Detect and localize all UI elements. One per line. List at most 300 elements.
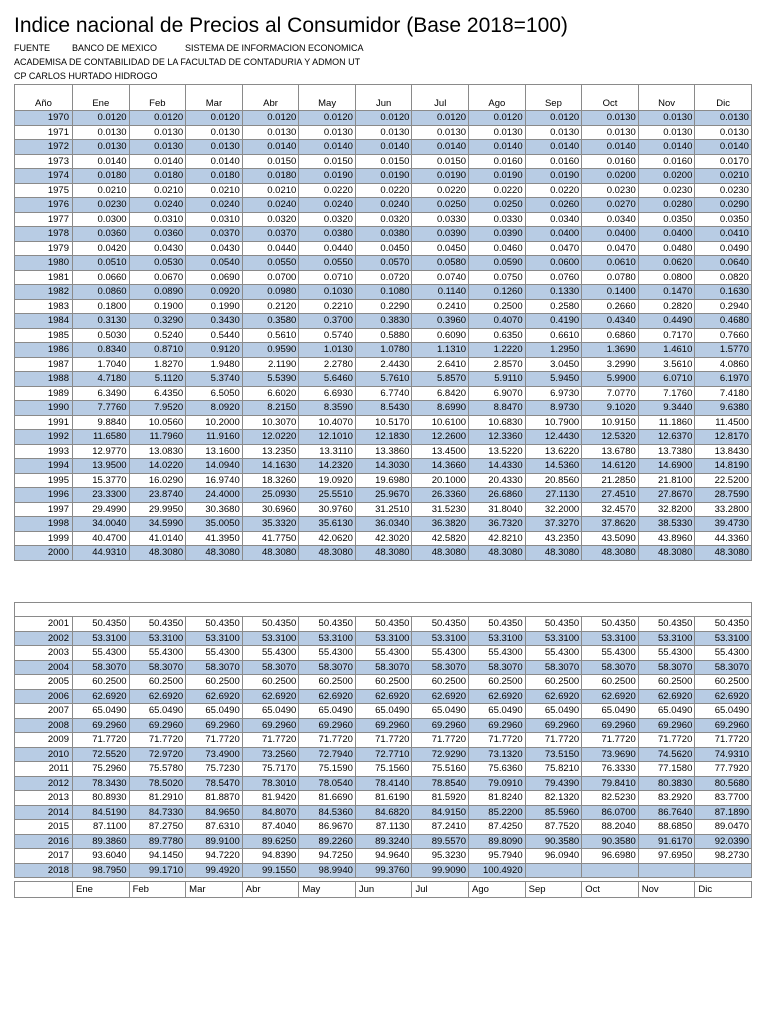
index-value-cell: 94.7220: [186, 849, 243, 864]
index-value-cell: 48.3080: [242, 546, 299, 561]
index-value-cell: 48.3080: [355, 546, 412, 561]
index-value-cell: 0.9590: [242, 343, 299, 358]
index-value-cell: 35.0050: [186, 517, 243, 532]
index-value-cell: 88.6850: [638, 820, 695, 835]
index-value-cell: 13.9500: [73, 459, 130, 474]
index-value-cell: 13.8430: [695, 444, 752, 459]
footer-blank-cell: [15, 882, 73, 898]
index-value-cell: 7.1760: [638, 386, 695, 401]
table-row: [15, 531, 752, 546]
year-cell: 1980: [15, 256, 73, 271]
index-value-cell: 99.3760: [355, 863, 412, 878]
index-value-cell: 73.9690: [582, 747, 639, 762]
year-cell: 2011: [15, 762, 73, 777]
index-value-cell: 2.8570: [469, 357, 526, 372]
index-value-cell: 0.0130: [412, 125, 469, 140]
index-value-cell: 55.4300: [355, 646, 412, 661]
index-value-cell: 14.1630: [242, 459, 299, 474]
index-value-cell: 0.0250: [412, 198, 469, 213]
index-value-cell: 0.6090: [412, 328, 469, 343]
index-value-cell: 31.8040: [469, 502, 526, 517]
index-value-cell: 0.5610: [242, 328, 299, 343]
index-value-cell: 69.2960: [695, 718, 752, 733]
index-value-cell: 8.0920: [186, 401, 243, 416]
index-value-cell: 83.7700: [695, 791, 752, 806]
index-value-cell: 7.9520: [129, 401, 186, 416]
table-row: [15, 646, 752, 661]
index-value-cell: 0.0140: [638, 140, 695, 155]
index-value-cell: 0.0720: [355, 270, 412, 285]
index-value-cell: 53.3100: [638, 631, 695, 646]
index-value-cell: 0.0140: [73, 154, 130, 169]
index-value-cell: 0.0220: [299, 183, 356, 198]
index-value-cell: 0.0220: [412, 183, 469, 198]
index-value-cell: 58.3070: [525, 660, 582, 675]
index-value-cell: 12.6370: [638, 430, 695, 445]
index-value-cell: 0.0590: [469, 256, 526, 271]
index-value-cell: 0.8710: [129, 343, 186, 358]
index-value-cell: 0.1140: [412, 285, 469, 300]
index-value-cell: 0.0550: [299, 256, 356, 271]
index-value-cell: 0.4070: [469, 314, 526, 329]
footer-month-label: Ene: [73, 882, 130, 898]
index-value-cell: 0.0220: [355, 183, 412, 198]
footer-month-row: [14, 881, 752, 898]
index-value-cell: 95.7940: [469, 849, 526, 864]
index-value-cell: 0.5880: [355, 328, 412, 343]
index-value-cell: 19.6980: [355, 473, 412, 488]
index-value-cell: 62.6920: [299, 689, 356, 704]
index-value-cell: 0.7170: [638, 328, 695, 343]
index-value-cell: 74.9310: [695, 747, 752, 762]
footer-month-label: Ago: [469, 882, 526, 898]
month-column-header: Dic: [695, 85, 752, 111]
index-value-cell: 6.1970: [695, 372, 752, 387]
index-value-cell: 65.0490: [582, 704, 639, 719]
index-value-cell: 0.0540: [186, 256, 243, 271]
index-value-cell: [525, 863, 582, 878]
index-value-cell: 48.3080: [695, 546, 752, 561]
month-column-header: Abr: [242, 85, 299, 111]
index-value-cell: 60.2500: [412, 675, 469, 690]
year-cell: 2013: [15, 791, 73, 806]
index-value-cell: 0.1030: [299, 285, 356, 300]
year-cell: 2010: [15, 747, 73, 762]
index-value-cell: 0.0860: [73, 285, 130, 300]
index-value-cell: 0.2210: [299, 299, 356, 314]
index-value-cell: 13.7380: [638, 444, 695, 459]
index-value-cell: 95.3230: [412, 849, 469, 864]
index-value-cell: 98.9940: [299, 863, 356, 878]
index-value-cell: 82.5230: [582, 791, 639, 806]
index-value-cell: 0.0140: [355, 140, 412, 155]
index-value-cell: 14.6900: [638, 459, 695, 474]
year-cell: 2016: [15, 834, 73, 849]
index-value-cell: 50.4350: [695, 617, 752, 632]
index-value-cell: 37.3270: [525, 517, 582, 532]
index-value-cell: 69.2960: [186, 718, 243, 733]
index-value-cell: 80.3830: [638, 776, 695, 791]
year-cell: 2014: [15, 805, 73, 820]
index-value-cell: 0.0120: [242, 111, 299, 126]
index-value-cell: 78.0540: [299, 776, 356, 791]
index-value-cell: 0.0210: [186, 183, 243, 198]
year-cell: 1996: [15, 488, 73, 503]
table-row: [15, 747, 752, 762]
index-value-cell: 16.0290: [129, 473, 186, 488]
index-value-cell: 75.1590: [299, 762, 356, 777]
index-value-cell: 0.0130: [582, 111, 639, 126]
index-value-cell: 77.1580: [638, 762, 695, 777]
index-value-cell: 3.5610: [638, 357, 695, 372]
index-value-cell: 87.7520: [525, 820, 582, 835]
index-value-cell: 0.0120: [355, 111, 412, 126]
index-value-cell: 94.9640: [355, 849, 412, 864]
index-value-cell: 0.3700: [299, 314, 356, 329]
index-value-cell: 0.0120: [525, 111, 582, 126]
index-value-cell: 71.7720: [186, 733, 243, 748]
index-value-cell: 12.1830: [355, 430, 412, 445]
year-cell: 2008: [15, 718, 73, 733]
index-value-cell: 69.2960: [242, 718, 299, 733]
index-value-cell: 0.0120: [186, 111, 243, 126]
index-value-cell: 34.0040: [73, 517, 130, 532]
index-value-cell: 60.2500: [582, 675, 639, 690]
index-value-cell: 78.5020: [129, 776, 186, 791]
year-cell: 2012: [15, 776, 73, 791]
index-value-cell: 94.7250: [299, 849, 356, 864]
index-value-cell: 0.0410: [695, 227, 752, 242]
index-value-cell: 0.0140: [525, 140, 582, 155]
index-value-cell: 69.2960: [638, 718, 695, 733]
index-value-cell: 31.5230: [412, 502, 469, 517]
index-value-cell: 60.2500: [355, 675, 412, 690]
index-value-cell: 30.9760: [299, 502, 356, 517]
index-value-cell: 53.3100: [355, 631, 412, 646]
table-row: [15, 401, 752, 416]
index-value-cell: 69.2960: [129, 718, 186, 733]
index-value-cell: 41.0140: [129, 531, 186, 546]
index-value-cell: 0.0340: [582, 212, 639, 227]
index-value-cell: 0.5240: [129, 328, 186, 343]
index-value-cell: 84.9650: [186, 805, 243, 820]
index-value-cell: 32.8200: [638, 502, 695, 517]
index-value-cell: 0.0190: [355, 169, 412, 184]
index-value-cell: 58.3070: [355, 660, 412, 675]
index-value-cell: 99.1550: [242, 863, 299, 878]
index-value-cell: 43.2350: [525, 531, 582, 546]
index-value-cell: 55.4300: [299, 646, 356, 661]
year-cell: 1977: [15, 212, 73, 227]
index-value-cell: 0.0130: [186, 125, 243, 140]
index-value-cell: 60.2500: [469, 675, 526, 690]
index-value-cell: 27.8670: [638, 488, 695, 503]
index-value-cell: 58.3070: [582, 660, 639, 675]
index-value-cell: 53.3100: [525, 631, 582, 646]
index-value-cell: 0.5740: [299, 328, 356, 343]
index-value-cell: 11.9160: [186, 430, 243, 445]
index-value-cell: 62.6920: [186, 689, 243, 704]
index-value-cell: 55.4300: [525, 646, 582, 661]
index-value-cell: 0.0140: [242, 140, 299, 155]
year-cell: 1991: [15, 415, 73, 430]
table-row: [15, 459, 752, 474]
table-row: [15, 762, 752, 777]
index-value-cell: 0.3580: [242, 314, 299, 329]
index-value-cell: 6.9730: [525, 386, 582, 401]
index-value-cell: 1.0780: [355, 343, 412, 358]
index-value-cell: 99.1710: [129, 863, 186, 878]
index-value-cell: 22.5200: [695, 473, 752, 488]
index-value-cell: 48.3080: [638, 546, 695, 561]
index-value-cell: 5.3740: [186, 372, 243, 387]
table-row: [15, 791, 752, 806]
index-value-cell: 42.5820: [412, 531, 469, 546]
index-value-cell: 53.3100: [242, 631, 299, 646]
table-row: [15, 675, 752, 690]
table-row: [15, 169, 752, 184]
table-row: [15, 631, 752, 646]
index-value-cell: 1.2950: [525, 343, 582, 358]
index-value-cell: 89.6250: [242, 834, 299, 849]
page-title: Indice nacional de Precios al Consumidor (Base 2018=100): [14, 14, 568, 37]
index-value-cell: 0.0240: [129, 198, 186, 213]
index-value-cell: 0.0310: [129, 212, 186, 227]
index-value-cell: 71.7720: [355, 733, 412, 748]
index-value-cell: 0.0140: [129, 154, 186, 169]
index-value-cell: 6.8420: [412, 386, 469, 401]
index-value-cell: 0.0150: [412, 154, 469, 169]
index-value-cell: 14.6120: [582, 459, 639, 474]
index-value-cell: 10.6830: [469, 415, 526, 430]
index-value-cell: 87.4040: [242, 820, 299, 835]
index-value-cell: 8.9730: [525, 401, 582, 416]
index-value-cell: 0.0160: [525, 154, 582, 169]
index-value-cell: 94.8390: [242, 849, 299, 864]
index-value-cell: 87.1130: [355, 820, 412, 835]
year-cell: 1985: [15, 328, 73, 343]
index-value-cell: 0.6860: [582, 328, 639, 343]
index-value-cell: 0.0320: [299, 212, 356, 227]
table-row: [15, 660, 752, 675]
index-value-cell: 12.8170: [695, 430, 752, 445]
year-cell: 1971: [15, 125, 73, 140]
index-value-cell: 0.0170: [695, 154, 752, 169]
index-value-cell: 71.7720: [129, 733, 186, 748]
index-value-cell: 62.6920: [242, 689, 299, 704]
index-value-cell: 42.3020: [355, 531, 412, 546]
index-value-cell: 89.3860: [73, 834, 130, 849]
index-value-cell: 0.0450: [412, 241, 469, 256]
index-value-cell: 100.4920: [469, 863, 526, 878]
index-value-cell: 35.3320: [242, 517, 299, 532]
index-value-cell: 96.0940: [525, 849, 582, 864]
year-cell: 2009: [15, 733, 73, 748]
index-value-cell: 0.0150: [355, 154, 412, 169]
index-value-cell: 0.0400: [638, 227, 695, 242]
index-value-cell: 58.3070: [186, 660, 243, 675]
index-value-cell: 12.1010: [299, 430, 356, 445]
index-value-cell: 87.6310: [186, 820, 243, 835]
index-value-cell: 1.8270: [129, 357, 186, 372]
index-value-cell: 14.3660: [412, 459, 469, 474]
index-value-cell: 62.6920: [695, 689, 752, 704]
index-value-cell: 50.4350: [469, 617, 526, 632]
index-value-cell: 65.0490: [412, 704, 469, 719]
index-value-cell: 0.0580: [412, 256, 469, 271]
index-value-cell: 77.7920: [695, 762, 752, 777]
index-value-cell: 81.6190: [355, 791, 412, 806]
source-value: BANCO DE MEXICO: [72, 43, 158, 53]
index-value-cell: 86.9670: [299, 820, 356, 835]
table-row: [15, 718, 752, 733]
index-value-cell: 41.3950: [186, 531, 243, 546]
index-value-cell: 0.2660: [582, 299, 639, 314]
index-value-cell: 0.0120: [299, 111, 356, 126]
index-value-cell: 0.0220: [469, 183, 526, 198]
year-cell: 2005: [15, 675, 73, 690]
index-value-cell: 89.9100: [186, 834, 243, 849]
index-value-cell: 7.7760: [73, 401, 130, 416]
index-value-cell: 14.2320: [299, 459, 356, 474]
index-value-cell: 30.6960: [242, 502, 299, 517]
index-value-cell: 0.5440: [186, 328, 243, 343]
index-value-cell: 0.0300: [73, 212, 130, 227]
year-cell: 2018: [15, 863, 73, 878]
index-value-cell: 74.5620: [638, 747, 695, 762]
index-value-cell: 72.7940: [299, 747, 356, 762]
index-value-cell: 69.2960: [525, 718, 582, 733]
index-value-cell: 0.0350: [695, 212, 752, 227]
index-value-cell: 30.3680: [186, 502, 243, 517]
index-value-cell: 89.0470: [695, 820, 752, 835]
index-value-cell: 89.3240: [355, 834, 412, 849]
index-value-cell: 38.5330: [638, 517, 695, 532]
index-value-cell: 0.0610: [582, 256, 639, 271]
index-value-cell: 0.0130: [299, 125, 356, 140]
index-value-cell: 0.0440: [242, 241, 299, 256]
index-value-cell: 90.3580: [525, 834, 582, 849]
index-value-cell: 81.8240: [469, 791, 526, 806]
index-value-cell: 23.8740: [129, 488, 186, 503]
index-value-cell: 13.1600: [186, 444, 243, 459]
index-value-cell: 82.1320: [525, 791, 582, 806]
month-column-header: Nov: [638, 85, 695, 111]
index-value-cell: 0.3830: [355, 314, 412, 329]
index-value-cell: 0.0260: [525, 198, 582, 213]
index-value-cell: 0.2940: [695, 299, 752, 314]
index-value-cell: 0.0820: [695, 270, 752, 285]
index-value-cell: 0.0130: [242, 125, 299, 140]
table-row: [15, 617, 752, 632]
index-value-cell: 65.0490: [129, 704, 186, 719]
index-value-cell: 0.0380: [299, 227, 356, 242]
index-value-cell: 0.0140: [695, 140, 752, 155]
index-value-cell: 0.2580: [525, 299, 582, 314]
index-value-cell: 26.6860: [469, 488, 526, 503]
table-row: [15, 256, 752, 271]
index-value-cell: 55.4300: [242, 646, 299, 661]
index-value-cell: 98.7950: [73, 863, 130, 878]
index-value-cell: 12.4430: [525, 430, 582, 445]
index-value-cell: 9.8840: [73, 415, 130, 430]
year-cell: 1984: [15, 314, 73, 329]
index-value-cell: 78.3010: [242, 776, 299, 791]
table-row: [15, 270, 752, 285]
index-value-cell: 8.2150: [242, 401, 299, 416]
year-cell: 1974: [15, 169, 73, 184]
index-value-cell: 18.3260: [242, 473, 299, 488]
index-value-cell: 0.0440: [299, 241, 356, 256]
index-value-cell: 0.0280: [638, 198, 695, 213]
year-cell: 1993: [15, 444, 73, 459]
index-value-cell: 62.6920: [73, 689, 130, 704]
table-row: [15, 473, 752, 488]
index-value-cell: 0.0230: [695, 183, 752, 198]
index-value-cell: 62.6920: [355, 689, 412, 704]
index-value-cell: 13.3860: [355, 444, 412, 459]
index-value-cell: 84.5360: [299, 805, 356, 820]
index-value-cell: 48.3080: [186, 546, 243, 561]
index-value-cell: 65.0490: [299, 704, 356, 719]
index-value-cell: 0.0450: [355, 241, 412, 256]
index-value-cell: 0.0130: [129, 125, 186, 140]
index-value-cell: 0.8340: [73, 343, 130, 358]
index-value-cell: 0.0130: [73, 140, 130, 155]
index-value-cell: 94.1450: [129, 849, 186, 864]
index-value-cell: 75.7170: [242, 762, 299, 777]
index-value-cell: 87.2750: [129, 820, 186, 835]
footer-month-label: Oct: [582, 882, 639, 898]
index-value-cell: 0.1260: [469, 285, 526, 300]
index-value-cell: 48.3080: [525, 546, 582, 561]
table-row: [15, 488, 752, 503]
index-value-cell: 9.3440: [638, 401, 695, 416]
index-value-cell: 0.0690: [186, 270, 243, 285]
index-value-cell: 0.7660: [695, 328, 752, 343]
index-value-cell: 80.5680: [695, 776, 752, 791]
index-value-cell: 50.4350: [186, 617, 243, 632]
index-value-cell: 0.0330: [469, 212, 526, 227]
index-value-cell: 86.0700: [582, 805, 639, 820]
index-value-cell: 0.0270: [582, 198, 639, 213]
index-value-cell: 0.0130: [695, 111, 752, 126]
index-value-cell: 0.2500: [469, 299, 526, 314]
index-value-cell: 60.2500: [73, 675, 130, 690]
index-value-cell: 5.7610: [355, 372, 412, 387]
index-value-cell: 99.4920: [186, 863, 243, 878]
index-value-cell: 0.4340: [582, 314, 639, 329]
month-column-header: Jun: [355, 85, 412, 111]
month-column-header: Ene: [73, 85, 130, 111]
table-row: [15, 415, 752, 430]
index-value-cell: 0.2120: [242, 299, 299, 314]
table-row: [15, 776, 752, 791]
index-value-cell: 71.7720: [412, 733, 469, 748]
index-value-cell: 0.0130: [355, 125, 412, 140]
index-value-cell: 25.9670: [355, 488, 412, 503]
index-value-cell: 72.9720: [129, 747, 186, 762]
year-cell: 1987: [15, 357, 73, 372]
index-value-cell: 60.2500: [129, 675, 186, 690]
year-cell: 1999: [15, 531, 73, 546]
year-cell: 1978: [15, 227, 73, 242]
year-cell: 2017: [15, 849, 73, 864]
index-value-cell: 0.0190: [469, 169, 526, 184]
index-value-cell: 0.0120: [129, 111, 186, 126]
index-value-cell: 81.5920: [412, 791, 469, 806]
index-value-cell: 1.5770: [695, 343, 752, 358]
